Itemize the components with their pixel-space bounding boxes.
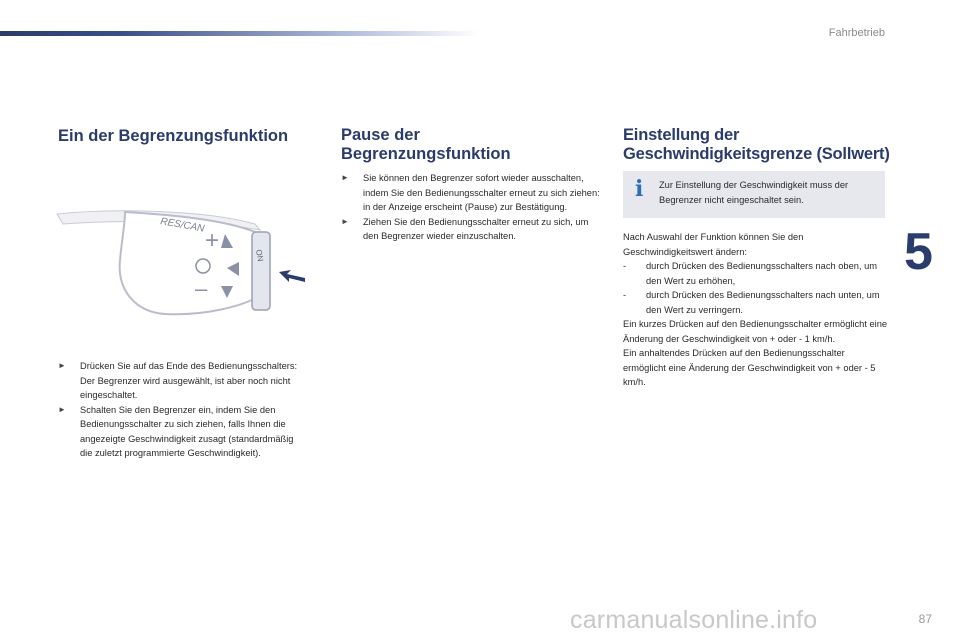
watermark: carmanualsonline.info [570, 606, 818, 634]
header-accent-bar [0, 31, 480, 36]
dash-item: - durch Drücken des Bedienungsschalters nach unten, um den Wert zu verringern. [623, 290, 880, 315]
adjustment-text [623, 230, 888, 390]
heading-pause: Pause der Begrenzungsfunktion [341, 126, 511, 163]
heading-ein-begrenzung: Ein der Begrenzungsfunktion [58, 127, 289, 145]
list-item: ► Schalten Sie den Begrenzer ein, indem Sie den Bedienungsschalter zu sich ziehen, falls Ihnen die angezeigte Geschwindigkeit zusagt (standardmäßig die zuletzt programmierte Geschwindigkeit). [58, 404, 294, 458]
info-text: Zur Einstellung der Geschwindigkeit muss der Begrenzer nicht eingeschaltet sein. [659, 180, 849, 205]
on-label: ON [254, 248, 265, 263]
intro-text: Nach Auswahl der Funktion können Sie den Geschwindigkeitswert ändern: [623, 232, 804, 257]
stalk-switch-illustration [55, 190, 315, 320]
short-press-text: Ein kurzes Drücken auf den Bedienungsschalter ermöglicht eine Änderung der Geschwindigkeit von + oder - 1 km/h. [623, 319, 888, 344]
list-item: ► Sie können den Begrenzer sofort wieder ausschalten, indem Sie den Bedienungsschalter erneut zu sich ziehen: in der Anzeige erscheint (Pause) zur Bestätigung. [341, 173, 600, 212]
arrow-bullet-icon: ► [341, 216, 349, 226]
heading-einstellung: Einstellung der Geschwindigkeitsgrenze (Sollwert) [623, 126, 890, 163]
info-box [623, 171, 885, 218]
dash-item: - durch Drücken des Bedienungsschalters nach oben, um den Wert zu erhöhen, [623, 261, 878, 286]
svg-text:+: + [205, 227, 220, 254]
arrow-bullet-icon: ► [58, 404, 66, 414]
instructions-mid [341, 171, 606, 244]
arrow-bullet-icon: ► [341, 173, 349, 182]
page-number: 87 [918, 612, 932, 626]
instructions-left [58, 359, 308, 461]
arrow-bullet-icon: ► [58, 361, 66, 370]
res-can-label: RES/CAN [159, 216, 206, 235]
info-icon: i [635, 176, 644, 202]
svg-text:–: – [195, 276, 208, 301]
list-item: ► Ziehen Sie den Bedienungsschalter erneut zu sich, um den Begrenzer wieder einzuschalten. [341, 216, 589, 241]
chapter-number: 5 [904, 223, 933, 281]
section-label: Fahrbetrieb [828, 27, 885, 39]
long-press-text: Ein anhaltendes Drücken auf den Bedienungsschalter ermöglicht eine Änderung der Geschwindigkeit von + oder - 5 km/h. [623, 348, 876, 387]
list-item: ► Drücken Sie auf das Ende des Bedienungsschalters: Der Begrenzer wird ausgewählt, ist aber noch nicht eingeschaltet. [58, 361, 298, 400]
